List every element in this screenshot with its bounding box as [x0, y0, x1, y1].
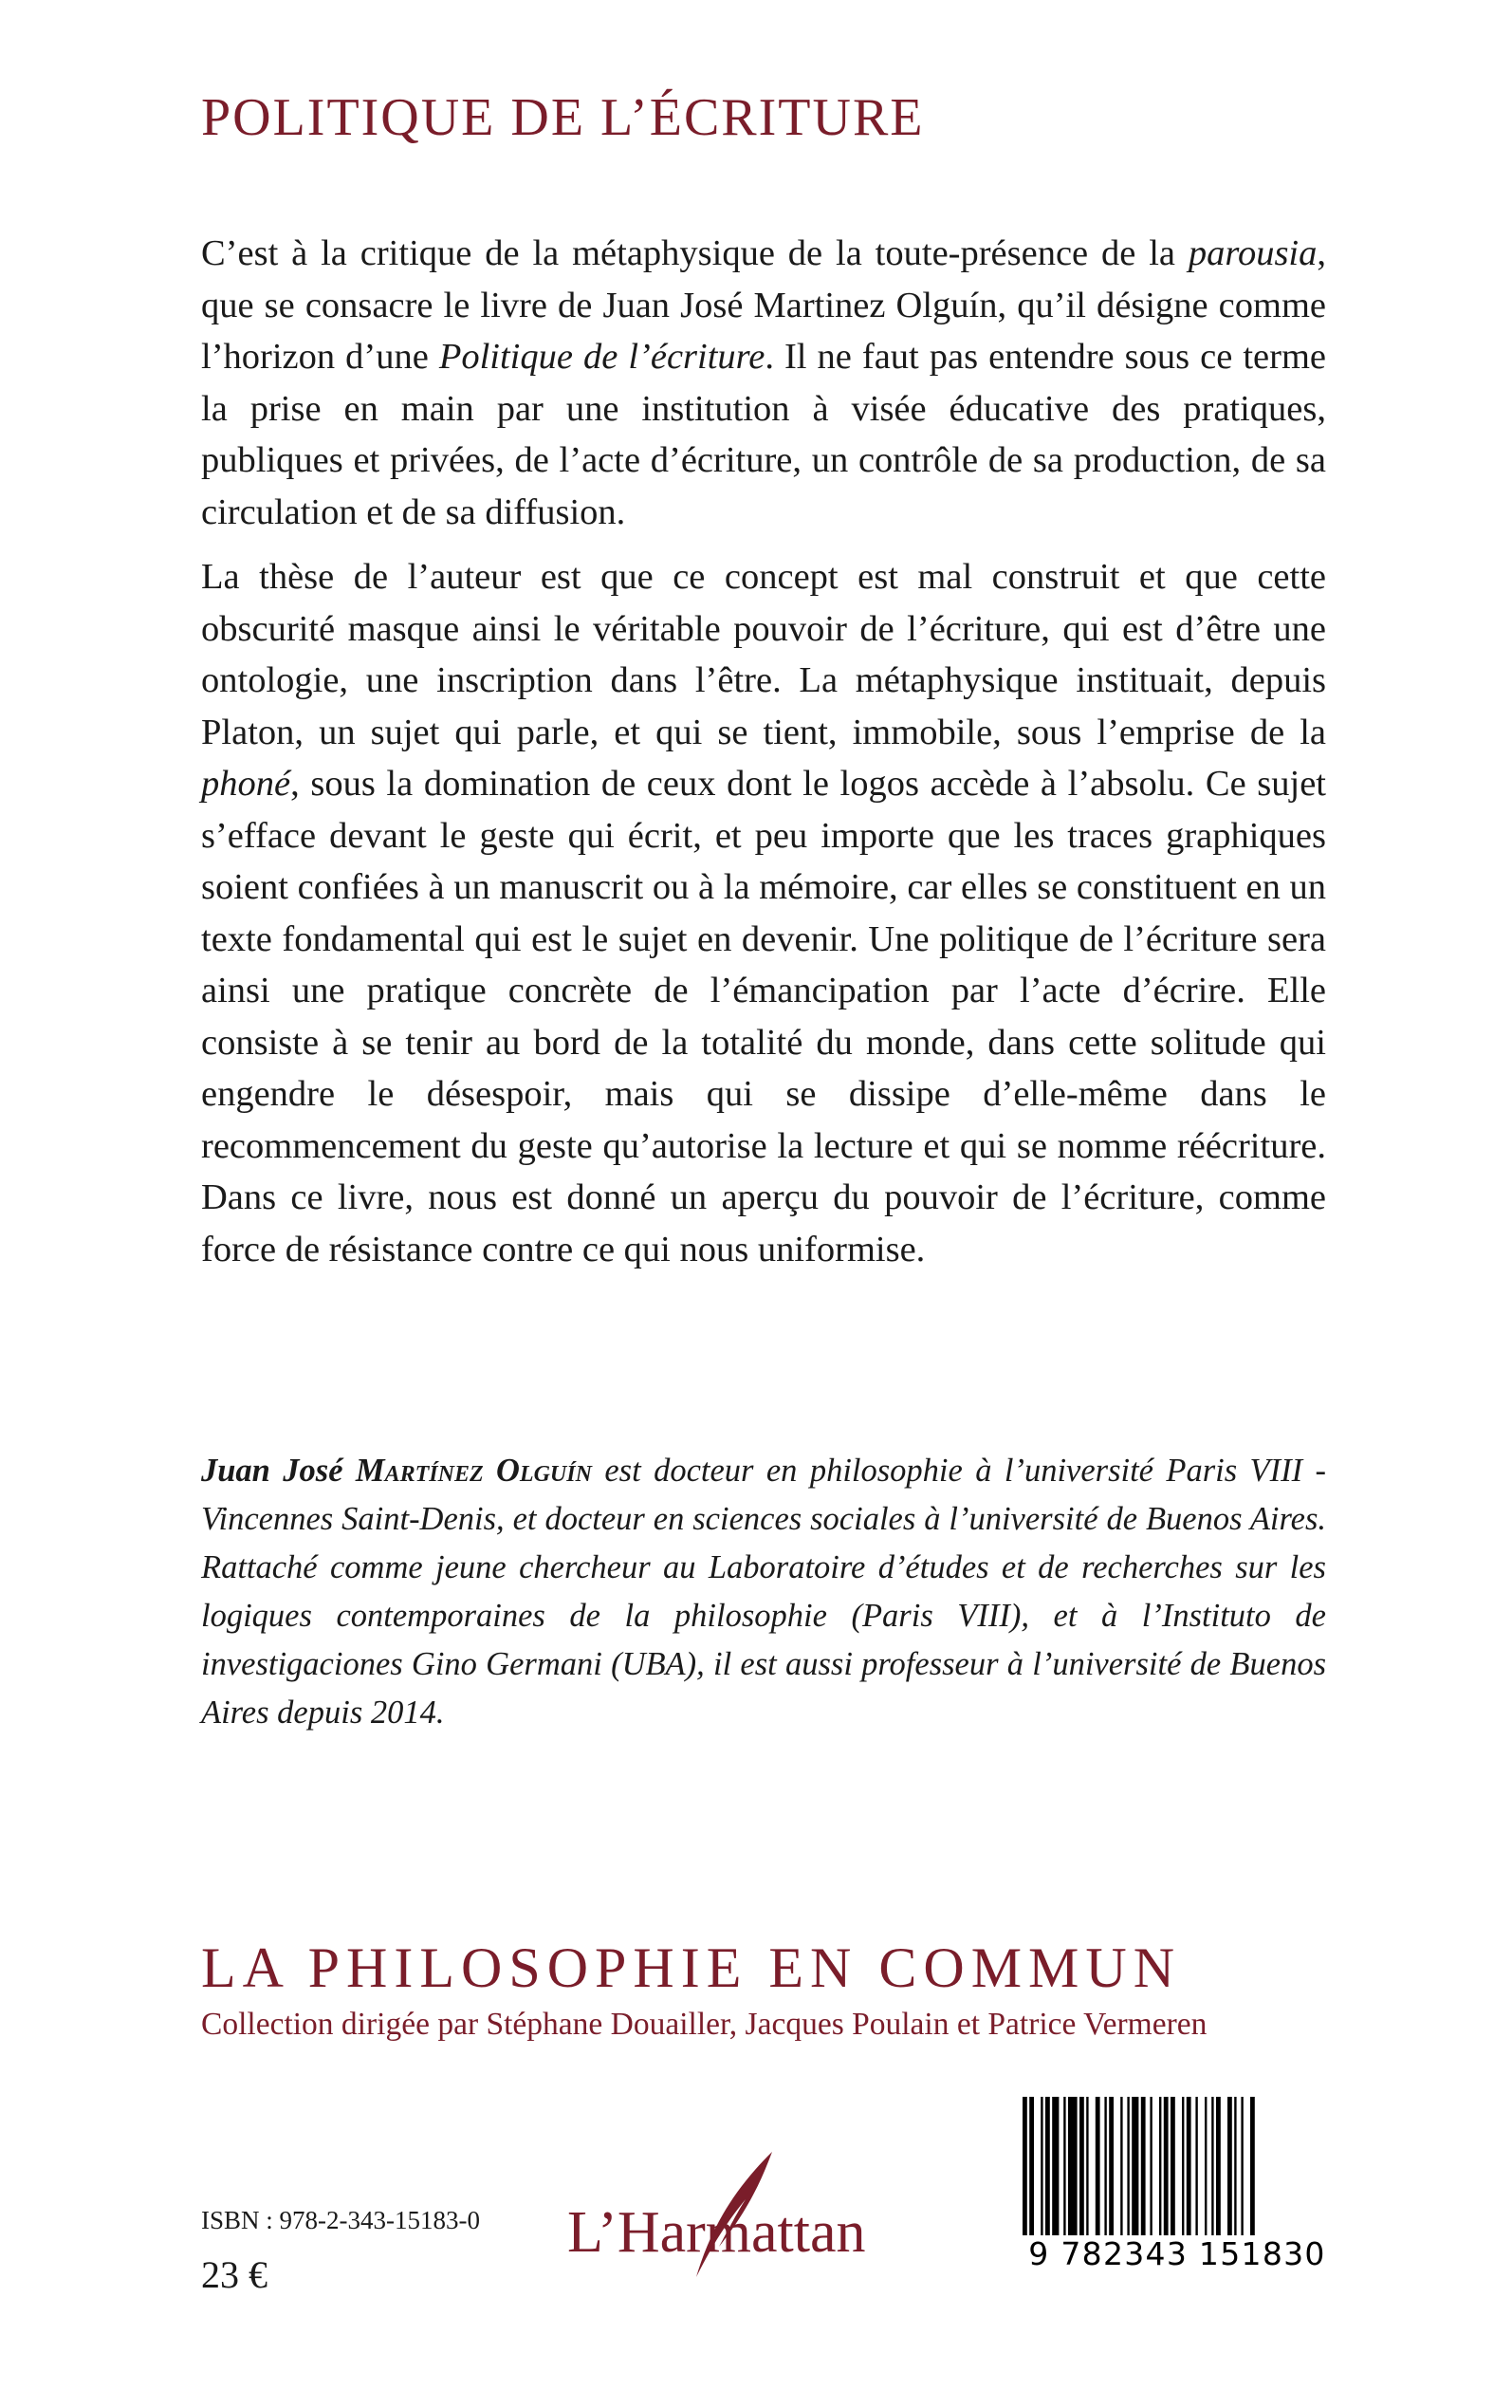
barcode-bar [1079, 2097, 1084, 2239]
barcode-bar [1052, 2097, 1059, 2239]
barcode-bar [1159, 2097, 1161, 2239]
barcode-bar [1164, 2097, 1169, 2239]
author-first-name: Juan José [201, 1453, 343, 1489]
barcode-bar [1195, 2097, 1197, 2239]
barcode-bar [1141, 2097, 1146, 2239]
summary-paragraph-1 [201, 228, 1326, 538]
barcode-bar [1063, 2097, 1065, 2239]
p2-term-phone: phoné [201, 764, 291, 804]
barcode-bar [1132, 2097, 1138, 2239]
collection-directors: Collection dirigée par Stéphane Douailler, Jacques Poulain et Patrice Vermeren [201, 2007, 1208, 2042]
barcode-bar [1216, 2097, 1221, 2239]
barcode-bar [1127, 2097, 1129, 2239]
barcode-digits: 9 782343 151830 [1018, 2235, 1337, 2272]
barcode-bar [1120, 2097, 1122, 2239]
p1-book-title-ref: Politique de l’écriture [438, 337, 765, 377]
barcode-bar [1171, 2097, 1175, 2239]
p1-text-e: . Il ne faut pas entendre sous ce terme la prise en main par une institution à visée éducative des pratiques, publiques et privées, de l’acte d’écriture, un contrôle de sa production, de sa circulation et de sa diffusion. [201, 337, 1326, 532]
p2-text-c: , sous la domination de ceux dont le logos accède à l’absolu. Ce sujet s’efface devant le geste qui écrit, et peu importe que les traces graphiques soient confiées à un manuscrit ou à la mémoire, car elles se constituent en un texte fondamental qui est le sujet en devenir. Une politique de l’écriture sera ainsi une pratique concrète de l’émancipation par l’acte d’écrire. Elle consiste à se tenir au bord de la totalité du monde, dans cette solitude qui engendre le désespoir, mais qui se dissipe d’elle-même dans le recommencement du geste qu’autorise la lecture et qui se nomme réécriture. Dans ce livre, nous est donné un aperçu du pouvoir de l’écriture, comme force de résistance contre ce qui nous uniformise. [201, 764, 1326, 1269]
summary-text [201, 228, 1326, 1288]
barcode-bar [1109, 2097, 1114, 2239]
barcode-bar [1086, 2097, 1088, 2239]
author-last-name: Martínez Olguín [355, 1453, 592, 1489]
barcode-bar [1211, 2097, 1213, 2239]
summary-paragraph-2 [201, 551, 1326, 1275]
author-bio-text: est docteur en philosophie à l’université Paris VIII - Vincennes Saint-Denis, et docteur en sciences sociales à l’université de Buenos Aires. Rattaché comme jeune chercheur au Laboratoire d’études et de recherches sur les logiques contemporaines de la philosophie (Paris VIII), et à l’Instituto de investigaciones Gino Germani (UBA), il est aussi professeur à l’université de Buenos Aires depuis 2014. [201, 1453, 1326, 1731]
collection-name: LA PHILOSOPHIE EN COMMUN [201, 1936, 1182, 1999]
author-bio [201, 1447, 1326, 1737]
book-title: POLITIQUE DE L’ÉCRITURE [201, 88, 925, 147]
p2-text-a: La thèse de l’auteur est que ce concept est mal construit et que cette obscurité masque ainsi le véritable pouvoir de l’écriture, qui est d’être une ontologie, une inscription dans l’être. La métaphysique instituait, depuis Platon, un sujet qui parle, et qui se tient, immobile, sous l’emprise de la [201, 557, 1326, 752]
barcode-bar [1104, 2097, 1106, 2239]
p1-term-parousia: parousia [1188, 233, 1318, 273]
barcode-bar [1150, 2097, 1152, 2239]
p1-text-c: , que se consacre le livre de Juan José Martinez Olguín, qu’il désigne comme l’horizon d’une [201, 233, 1326, 377]
publisher-name: L’Harmattan [567, 2200, 866, 2265]
barcode-bar [1068, 2097, 1078, 2239]
barcode-bar [1234, 2097, 1236, 2239]
barcode-bar [1041, 2097, 1042, 2239]
barcode-bar [1187, 2097, 1191, 2239]
p1-text-a: C’est à la critique de la métaphysique de la toute-présence de la [201, 233, 1189, 273]
publisher-logo [567, 2144, 947, 2287]
barcode-bar [1205, 2097, 1207, 2239]
barcode-bar [1023, 2097, 1027, 2239]
isbn: ISBN : 978-2-343-15183-0 [201, 2206, 480, 2234]
barcode-bar [1182, 2097, 1184, 2239]
price: 23 € [201, 2253, 267, 2296]
barcode-bar [1227, 2097, 1232, 2239]
barcode-bar [1241, 2097, 1243, 2239]
barcode-bar [1029, 2097, 1034, 2239]
barcode-bar [1096, 2097, 1100, 2239]
barcode-bar [1250, 2097, 1255, 2239]
barcode-bar [1045, 2097, 1050, 2239]
